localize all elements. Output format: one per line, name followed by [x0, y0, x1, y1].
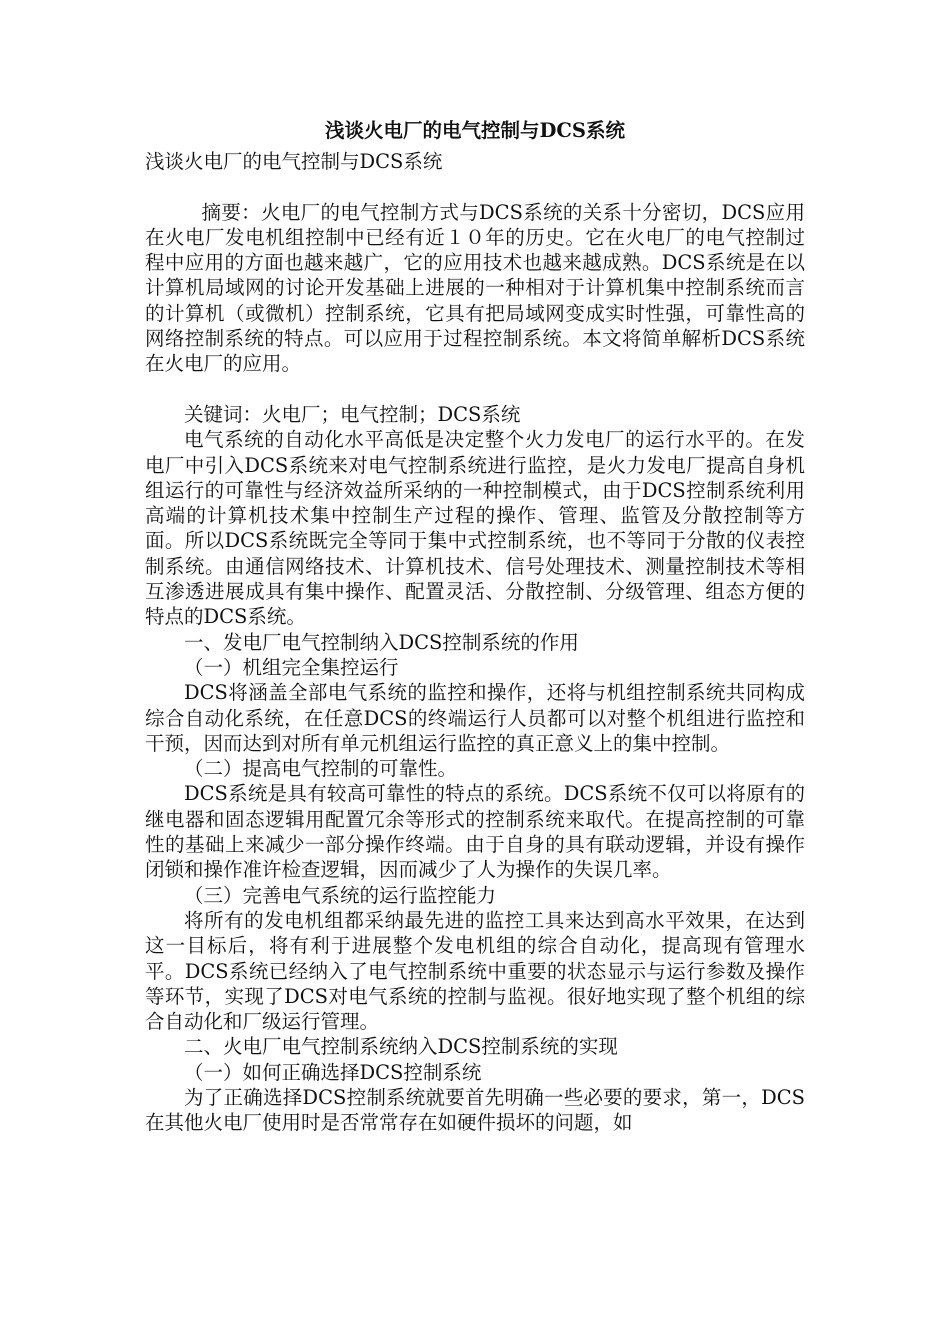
keywords-line: 关键词：火电厂；电气控制；DCS系统 — [184, 402, 521, 426]
subsection-heading-1-1: （一）机组完全集控运行 — [184, 655, 399, 679]
document-title: 浅谈火电厂的电气控制与DCS系统 — [324, 119, 625, 142]
document-page — [145, 118, 805, 1136]
body-paragraph-2-1: 为了正确选择DCS控制系统就要首先明确一些必要的要求，第一，DCS在其他火电厂使用时是否常常存在如硬件损坏的问题，如 — [145, 1085, 805, 1135]
body-paragraph-1-1: DCS将涵盖全部电气系统的监控和操作，还将与机组控制系统共同构成综合自动化系统，在任意DCS的终端运行人员都可以对整个机组进行监控和干预，因而达到对所有单元机组运行监控的真正意义上的集中控制。 — [145, 681, 805, 755]
intro-paragraph: 电气系统的自动化水平高低是决定整个火力发电厂的运行水平的。在发电厂中引入DCS系统来对电气控制系统进行监控，是火力发电厂提高自身机组运行的可靠性与经济效益所采纳的一种控制模式，由于DCS控制系统利用高端的计算机技术集中控制生产过程的操作、管理、监管及分散控制等方面。所以DCS系统既完全等同于集中式控制系统，也不等同于分散的仪表控制系统。由通信网络技术、计算机技术、信号处理技术、测量控制技术等相互渗透进展成具有集中操作、配置灵活、分散控制、分级管理、组态方便的特点的DCS系统。 — [145, 428, 805, 629]
subsection-heading-1-2: （二）提高电气控制的可靠性。 — [184, 757, 458, 781]
subsection-heading-1-3: （三）完善电气系统的运行监控能力 — [184, 883, 497, 907]
abstract-paragraph: 摘要：火电厂的电气控制方式与DCS系统的关系十分密切，DCS应用在火电厂发电机组控制中已经有近１０年的历史。它在火电厂的电气控制过程中应用的方面也越来越广，它的应用技术也越来越成熟。DCS系统是在以计算机局域网的讨论开发基础上进展的一种相对于计算机集中控制系统而言的计算机（或微机）控制系统，它具有把局域网变成实时性强，可靠性高的网络控制系统的特点。可以应用于过程控制系统。本文将简单解析DCS系统在火电厂的应用。 — [145, 200, 805, 376]
section-heading-1: 一、发电厂电气控制纳入DCS控制系统的作用 — [184, 630, 579, 654]
section-heading-2: 二、火电厂电气控制系统纳入DCS控制系统的实现 — [184, 1035, 618, 1059]
document-subtitle: 浅谈火电厂的电气控制与DCS系统 — [145, 150, 443, 173]
blank-line — [145, 174, 805, 199]
subsection-heading-2-1: （一）如何正确选择DCS控制系统 — [184, 1060, 482, 1084]
blank-line — [145, 377, 805, 402]
body-paragraph-1-3: 将所有的发电机组都采纳最先进的监控工具来达到高水平效果，在达到这一目标后，将有利于进展整个发电机组的综合自动化，提高现有管理水平。DCS系统已经纳入了电气控制系统中重要的状态显示与运行参数及操作等环节，实现了DCS对电气系统的控制与监视。很好地实现了整个机组的综合自动化和厂级运行管理。 — [145, 908, 805, 1034]
body-paragraph-1-2: DCS系统是具有较高可靠性的特点的系统。DCS系统不仅可以将原有的继电器和固态逻辑用配置冗余等形式的控制系统来取代。在提高控制的可靠性的基础上来减少一部分操作终端。由于自身的具有联动逻辑，并设有操作闭锁和操作准许检查逻辑，因而减少了人为操作的失误几率。 — [145, 782, 805, 882]
